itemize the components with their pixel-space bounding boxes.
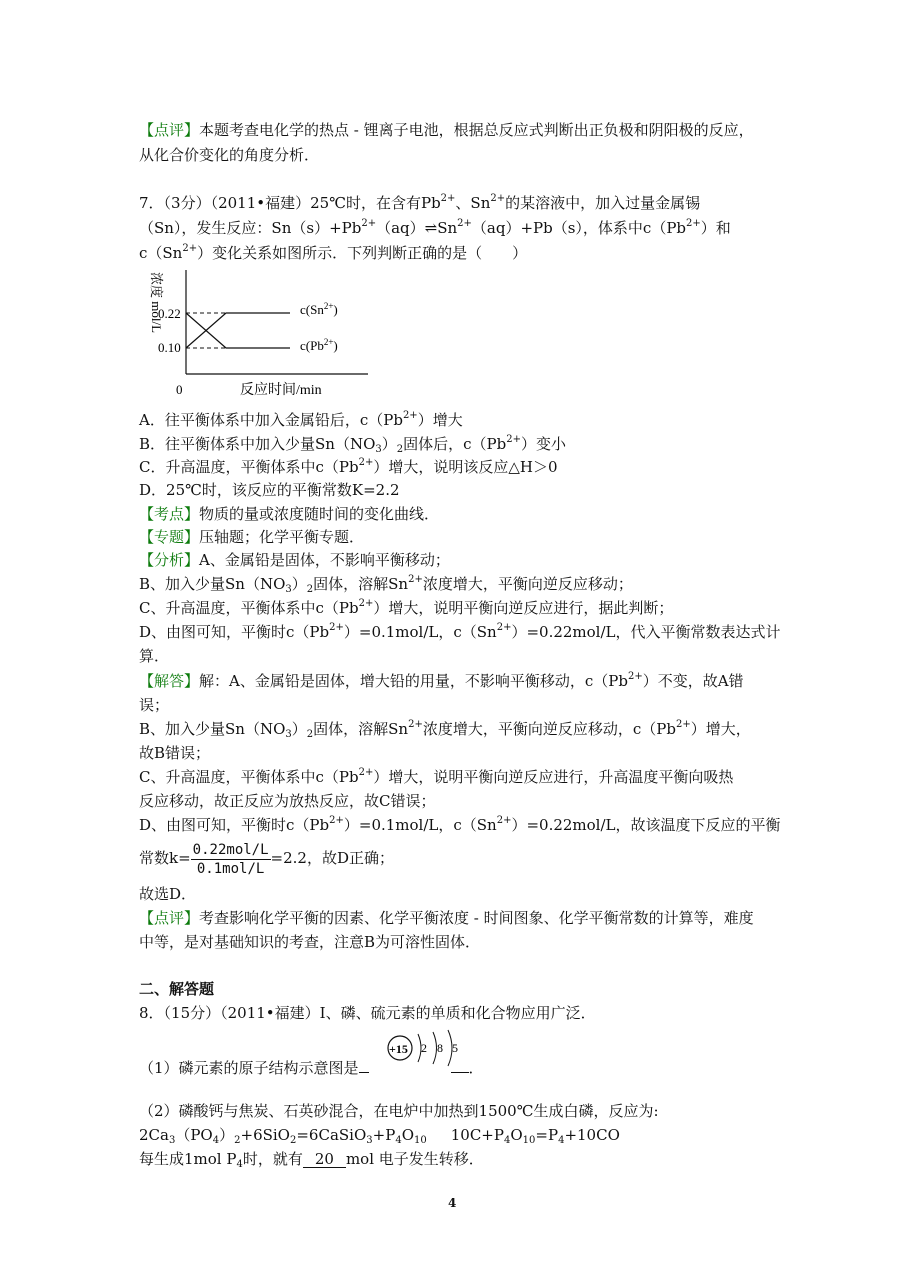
- section-title: 二、解答题: [139, 980, 215, 998]
- q8-stem: 8．（15分）（2011•福建）Ⅰ、磷、硫元素的单质和化合物应用广泛．: [139, 1004, 596, 1022]
- page-number: 4: [448, 1196, 457, 1210]
- svg-text:浓度 mol/L: 浓度 mol/L: [149, 272, 164, 334]
- shell2-count: 8: [437, 1041, 443, 1055]
- fenxi-d: D、由图可知，平衡时$c(Pb^{2+})=0.1mol/L$，$c(Sn^{2+})=0.22mol/L$，代入平衡常数表达式计: [139, 622, 781, 641]
- kaodian: 【考点】物质的量或浓度随时间的变化曲线．: [139, 505, 440, 523]
- jieda-d-formula: 常数k= $\frac{\text{0.22mol/L}}{\text{0.1mol/L}}$ =2.2，故D正确；: [139, 841, 394, 877]
- q8-equations: $2Ca_3(PO_4)_2+6SiO_2=6CaSiO_3+P_4O_{10}$ $10C+P_4O_{10}=P_4+10CO$: [139, 1126, 620, 1146]
- prev-review-line2: 从化合价变化的角度分析．: [139, 146, 320, 164]
- option-d: D．25℃时，该反应的平衡常数K=2.2: [139, 481, 400, 499]
- nucleus-label: +15: [389, 1042, 408, 1056]
- q8-part2: （2）磷酸钙与焦炭、石英砂混合，在电炉中加热到1500℃生成白磷，反应为:: [139, 1102, 659, 1120]
- pb-curve: [186, 313, 290, 348]
- tick-label-010: 0.10: [158, 340, 181, 355]
- fenxi-a: 【分析】A、金属铅是固体，不影响平衡移动；: [139, 551, 450, 569]
- answer-blank: 20: [303, 1151, 346, 1168]
- prev-review-line1: 【点评】本题考查电化学的热点 - 锂离子电池，根据总反应式判断出正负极和阴阳极的反应，: [139, 121, 754, 139]
- q8-part3: 每生成1mol $P_4$时，就有 20 mol 电子发生转移．: [139, 1150, 484, 1170]
- tick-label-022: 0.22: [158, 306, 181, 321]
- fenxi-b: B、加入少量$Sn(NO_3)_2$固体，溶解$Sn^{2+}$浓度增大，平衡向逆反应移动；: [139, 574, 633, 595]
- jieda-d: D、由图可知，平衡时$c(Pb^{2+})=0.1mol/L$，$c(Sn^{2+})=0.22mol/L$，故该温度下反应的平衡: [139, 815, 781, 834]
- zhuanti: 【专题】压轴题；化学平衡专题．: [139, 528, 365, 546]
- dianping-2: 中等，是对基础知识的考查，注意B为可溶性固体．: [139, 933, 481, 951]
- fenxi-d-cont: 算．: [139, 647, 170, 665]
- jieda-a: 【解答】解：A、金属铅是固体，增大铅的用量，不影响平衡移动，$c(Pb^{2+})$不变，故A错: [139, 671, 744, 690]
- option-b: B．往平衡体系中加入少量$Sn(NO_3)_2$固体后，$c(Pb^{2+})$变小: [139, 434, 567, 455]
- jieda-c: C、升高温度，平衡体系中$c(Pb^{2+})$增大，说明平衡向逆反应进行，升高温度平衡向吸热: [139, 767, 734, 786]
- option-a: A．往平衡体系中加入金属铅后，$c(Pb^{2+})$增大: [139, 410, 463, 429]
- jieda-b-cont: 故B错误；: [139, 744, 211, 762]
- y-axis-label: [149, 272, 164, 333]
- fenxi-c: C、升高温度，平衡体系中$c(Pb^{2+})$增大，说明平衡向逆反应进行，据此判断；: [139, 598, 674, 617]
- review-tag: 【点评】: [139, 121, 200, 139]
- jieda-a-cont: 误；: [139, 696, 170, 714]
- shell1-count: 2: [421, 1041, 427, 1055]
- jieda-choose: 故选D．: [139, 885, 197, 903]
- shell3-count: 5: [452, 1041, 458, 1055]
- pb-curve-label: $c(Pb^{2+})$: [300, 337, 338, 353]
- jieda-b: B、加入少量$Sn(NO_3)_2$固体，溶解$Sn^{2+}$浓度增大，平衡向逆反应移动，$c(Pb^{2+})$增大，: [139, 719, 751, 740]
- q7-stem-line1: 7．（3分）（2011•福建）25℃时，在含有$Pb^{2+}$、$Sn^{2+}$的某溶液中，加入过量金属锡: [139, 193, 701, 212]
- origin-label: 0: [176, 382, 183, 397]
- q7-stem-line3: $c(Sn^{2+})$变化关系如图所示．下列判断正确的是（ ）: [139, 243, 528, 262]
- concentration-graph: [138, 262, 378, 402]
- q7-stem-line2: （Sn），发生反应：$Sn(s)+Pb^{2+}(aq)\rightleftharpoons Sn^{2+}(aq)+Pb(s)$，体系中$c(Pb^{2+})$和: [139, 218, 731, 237]
- q8-part1: （1）磷元素的原子结构示意图是 ．: [139, 1059, 484, 1077]
- dianping-1: 【点评】考查影响化学平衡的因素、化学平衡浓度 - 时间图象、化学平衡常数的计算等，难度: [139, 909, 754, 927]
- phosphorus-atom-diagram: [384, 1028, 474, 1080]
- jieda-c-cont: 反应移动，故正反应为放热反应，故C错误；: [139, 792, 436, 810]
- sn-curve: [186, 313, 290, 348]
- option-c: C．升高温度，平衡体系中$c(Pb^{2+})$增大，说明该反应△H＞0: [139, 457, 558, 476]
- x-axis-label: 反应时间/min: [240, 383, 322, 398]
- fraction: $\frac{\text{0.22mol/L}}{\text{0.1mol/L}}$: [192, 841, 269, 877]
- sn-curve-label: $c(Sn^{2+})$: [300, 301, 338, 317]
